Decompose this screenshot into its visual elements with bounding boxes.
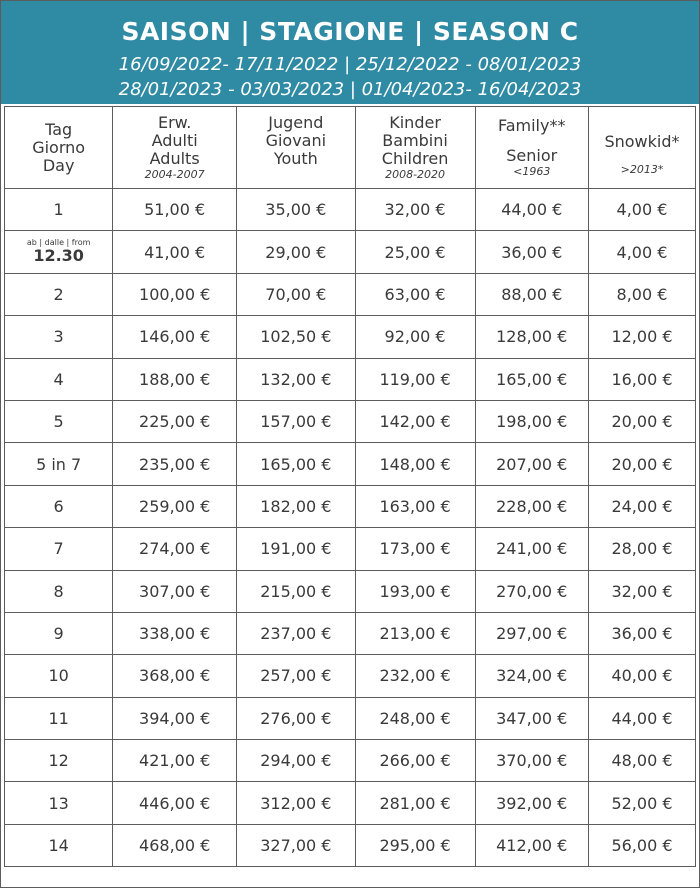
price-cell-youth: 35,00 € [237,189,356,231]
price-cell-family: 207,00 € [475,443,588,485]
price-cell-snowkid: 20,00 € [588,443,695,485]
price-cell-children: 281,00 € [355,782,475,824]
price-cell-children: 32,00 € [355,189,475,231]
header-day [5,107,113,189]
price-cell-children: 248,00 € [355,697,475,739]
price-cell-children: 148,00 € [355,443,475,485]
price-cell-family: 347,00 € [475,697,588,739]
day-cell: 9 [5,612,113,654]
price-cell-family: 297,00 € [475,612,588,654]
price-cell-adults: 307,00 € [113,570,237,612]
day-cell: 5 in 7 [5,443,113,485]
price-cell-children: 173,00 € [355,528,475,570]
price-cell-family: 228,00 € [475,485,588,527]
price-cell-youth: 312,00 € [237,782,356,824]
price-cell-snowkid: 28,00 € [588,528,695,570]
table-row [5,189,696,231]
price-cell-adults: 41,00 € [113,231,237,273]
day-cell: 2 [5,273,113,315]
table-row [5,358,696,400]
header-children-years: 2008-2020 [385,168,446,181]
price-cell-children: 92,00 € [355,316,475,358]
price-cell-children: 193,00 € [355,570,475,612]
price-cell-snowkid: 36,00 € [588,612,695,654]
price-cell-adults: 259,00 € [113,485,237,527]
price-cell-family: 44,00 € [475,189,588,231]
price-cell-snowkid: 4,00 € [588,189,695,231]
price-cell-adults: 225,00 € [113,400,237,442]
header-youth-de: Jugend [268,113,324,132]
price-cell-adults: 146,00 € [113,316,237,358]
price-cell-adults: 394,00 € [113,697,237,739]
price-cell-adults: 446,00 € [113,782,237,824]
table-header-row [5,107,696,189]
price-cell-snowkid: 44,00 € [588,697,695,739]
table-row [5,655,696,697]
price-cell-children: 119,00 € [355,358,475,400]
table-row [5,273,696,315]
price-cell-family: 241,00 € [475,528,588,570]
header-children-de: Kinder [389,113,441,132]
price-cell-children: 295,00 € [355,824,475,866]
header-adults-en: Adults [149,149,200,168]
day-cell: 12 [5,740,113,782]
price-cell-youth: 257,00 € [237,655,356,697]
header-adults [113,107,237,189]
table-row [5,612,696,654]
price-cell-family: 128,00 € [475,316,588,358]
header-family-label: Family** [497,116,566,135]
day-cell: 4 [5,358,113,400]
price-cell-youth: 132,00 € [237,358,356,400]
price-cell-youth: 294,00 € [237,740,356,782]
price-cell-adults: 338,00 € [113,612,237,654]
day-label: 12.30 [33,245,84,265]
header-children [355,107,475,189]
season-dates-line-2: 28/01/2023 - 03/03/2023 | 01/04/2023- 16/04/2023 [118,79,582,100]
day-cell: 7 [5,528,113,570]
day-cell: 6 [5,485,113,527]
header-children-en: Children [381,149,449,168]
price-cell-adults: 100,00 € [113,273,237,315]
price-cell-youth: 70,00 € [237,273,356,315]
price-cell-youth: 276,00 € [237,697,356,739]
price-cell-youth: 157,00 € [237,400,356,442]
price-cell-snowkid: 56,00 € [588,824,695,866]
header-senior-years: <1963 [513,165,551,178]
header-youth-it: Giovani [265,131,327,150]
price-cell-children: 266,00 € [355,740,475,782]
price-cell-snowkid: 32,00 € [588,570,695,612]
price-cell-snowkid: 12,00 € [588,316,695,358]
day-cell: 11 [5,697,113,739]
header-day-it: Giorno [32,137,86,157]
price-cell-adults: 421,00 € [113,740,237,782]
table-row [5,782,696,824]
price-cell-youth: 29,00 € [237,231,356,273]
day-cell: 3 [5,316,113,358]
day-cell [5,231,113,273]
table-row [5,485,696,527]
price-cell-family: 88,00 € [475,273,588,315]
header-day-en: Day [42,155,75,175]
price-cell-adults: 51,00 € [113,189,237,231]
price-cell-adults: 235,00 € [113,443,237,485]
price-cell-snowkid: 52,00 € [588,782,695,824]
price-cell-youth: 215,00 € [237,570,356,612]
price-cell-adults: 368,00 € [113,655,237,697]
price-cell-snowkid: 16,00 € [588,358,695,400]
price-cell-youth: 165,00 € [237,443,356,485]
price-cell-children: 232,00 € [355,655,475,697]
header-senior-label: Senior [506,146,558,165]
season-dates-line-1: 16/09/2022- 17/11/2022 | 25/12/2022 - 08/01/2023 [118,54,582,75]
price-cell-youth: 182,00 € [237,485,356,527]
price-cell-children: 63,00 € [355,273,475,315]
season-title: SAISON | STAGIONE | SEASON C [121,17,579,46]
price-cell-youth: 191,00 € [237,528,356,570]
header-adults-it: Adulti [151,131,198,150]
table-row [5,570,696,612]
table-row [5,824,696,866]
price-cell-children: 163,00 € [355,485,475,527]
table-row [5,316,696,358]
day-cell: 14 [5,824,113,866]
day-cell: 8 [5,570,113,612]
header-adults-de: Erw. [157,113,192,132]
header-adults-years: 2004-2007 [144,168,205,181]
price-cell-family: 165,00 € [475,358,588,400]
header-children-it: Bambini [382,131,448,150]
price-cell-adults: 468,00 € [113,824,237,866]
day-cell: 1 [5,189,113,231]
header-youth-en: Youth [273,149,318,168]
price-cell-family: 198,00 € [475,400,588,442]
day-small-label: ab | dalle | from [26,237,91,247]
header-snowkid [588,107,695,189]
table-row [5,740,696,782]
price-cell-snowkid: 20,00 € [588,400,695,442]
price-cell-family: 36,00 € [475,231,588,273]
header-day-de: Tag [45,119,73,139]
header-snowkid-label: Snowkid* [604,132,680,151]
price-cell-adults: 188,00 € [113,358,237,400]
season-header [1,1,699,104]
price-cell-family: 412,00 € [475,824,588,866]
price-cell-family: 270,00 € [475,570,588,612]
price-cell-snowkid: 4,00 € [588,231,695,273]
price-cell-family: 324,00 € [475,655,588,697]
table-row [5,443,696,485]
table-row [5,231,696,273]
price-cell-snowkid: 8,00 € [588,273,695,315]
day-cell: 13 [5,782,113,824]
price-cell-adults: 274,00 € [113,528,237,570]
price-cell-family: 370,00 € [475,740,588,782]
table-row [5,697,696,739]
day-cell: 10 [5,655,113,697]
price-cell-children: 213,00 € [355,612,475,654]
price-cell-youth: 327,00 € [237,824,356,866]
price-cell-children: 25,00 € [355,231,475,273]
price-cell-snowkid: 48,00 € [588,740,695,782]
price-cell-youth: 237,00 € [237,612,356,654]
price-cell-snowkid: 40,00 € [588,655,695,697]
price-cell-youth: 102,50 € [237,316,356,358]
header-family [475,107,588,189]
table-row [5,400,696,442]
table-row [5,528,696,570]
header-youth [237,107,356,189]
price-cell-family: 392,00 € [475,782,588,824]
day-cell: 5 [5,400,113,442]
price-cell-snowkid: 24,00 € [588,485,695,527]
price-table [4,106,696,867]
header-snowkid-years: >2013* [620,163,664,176]
price-cell-children: 142,00 € [355,400,475,442]
